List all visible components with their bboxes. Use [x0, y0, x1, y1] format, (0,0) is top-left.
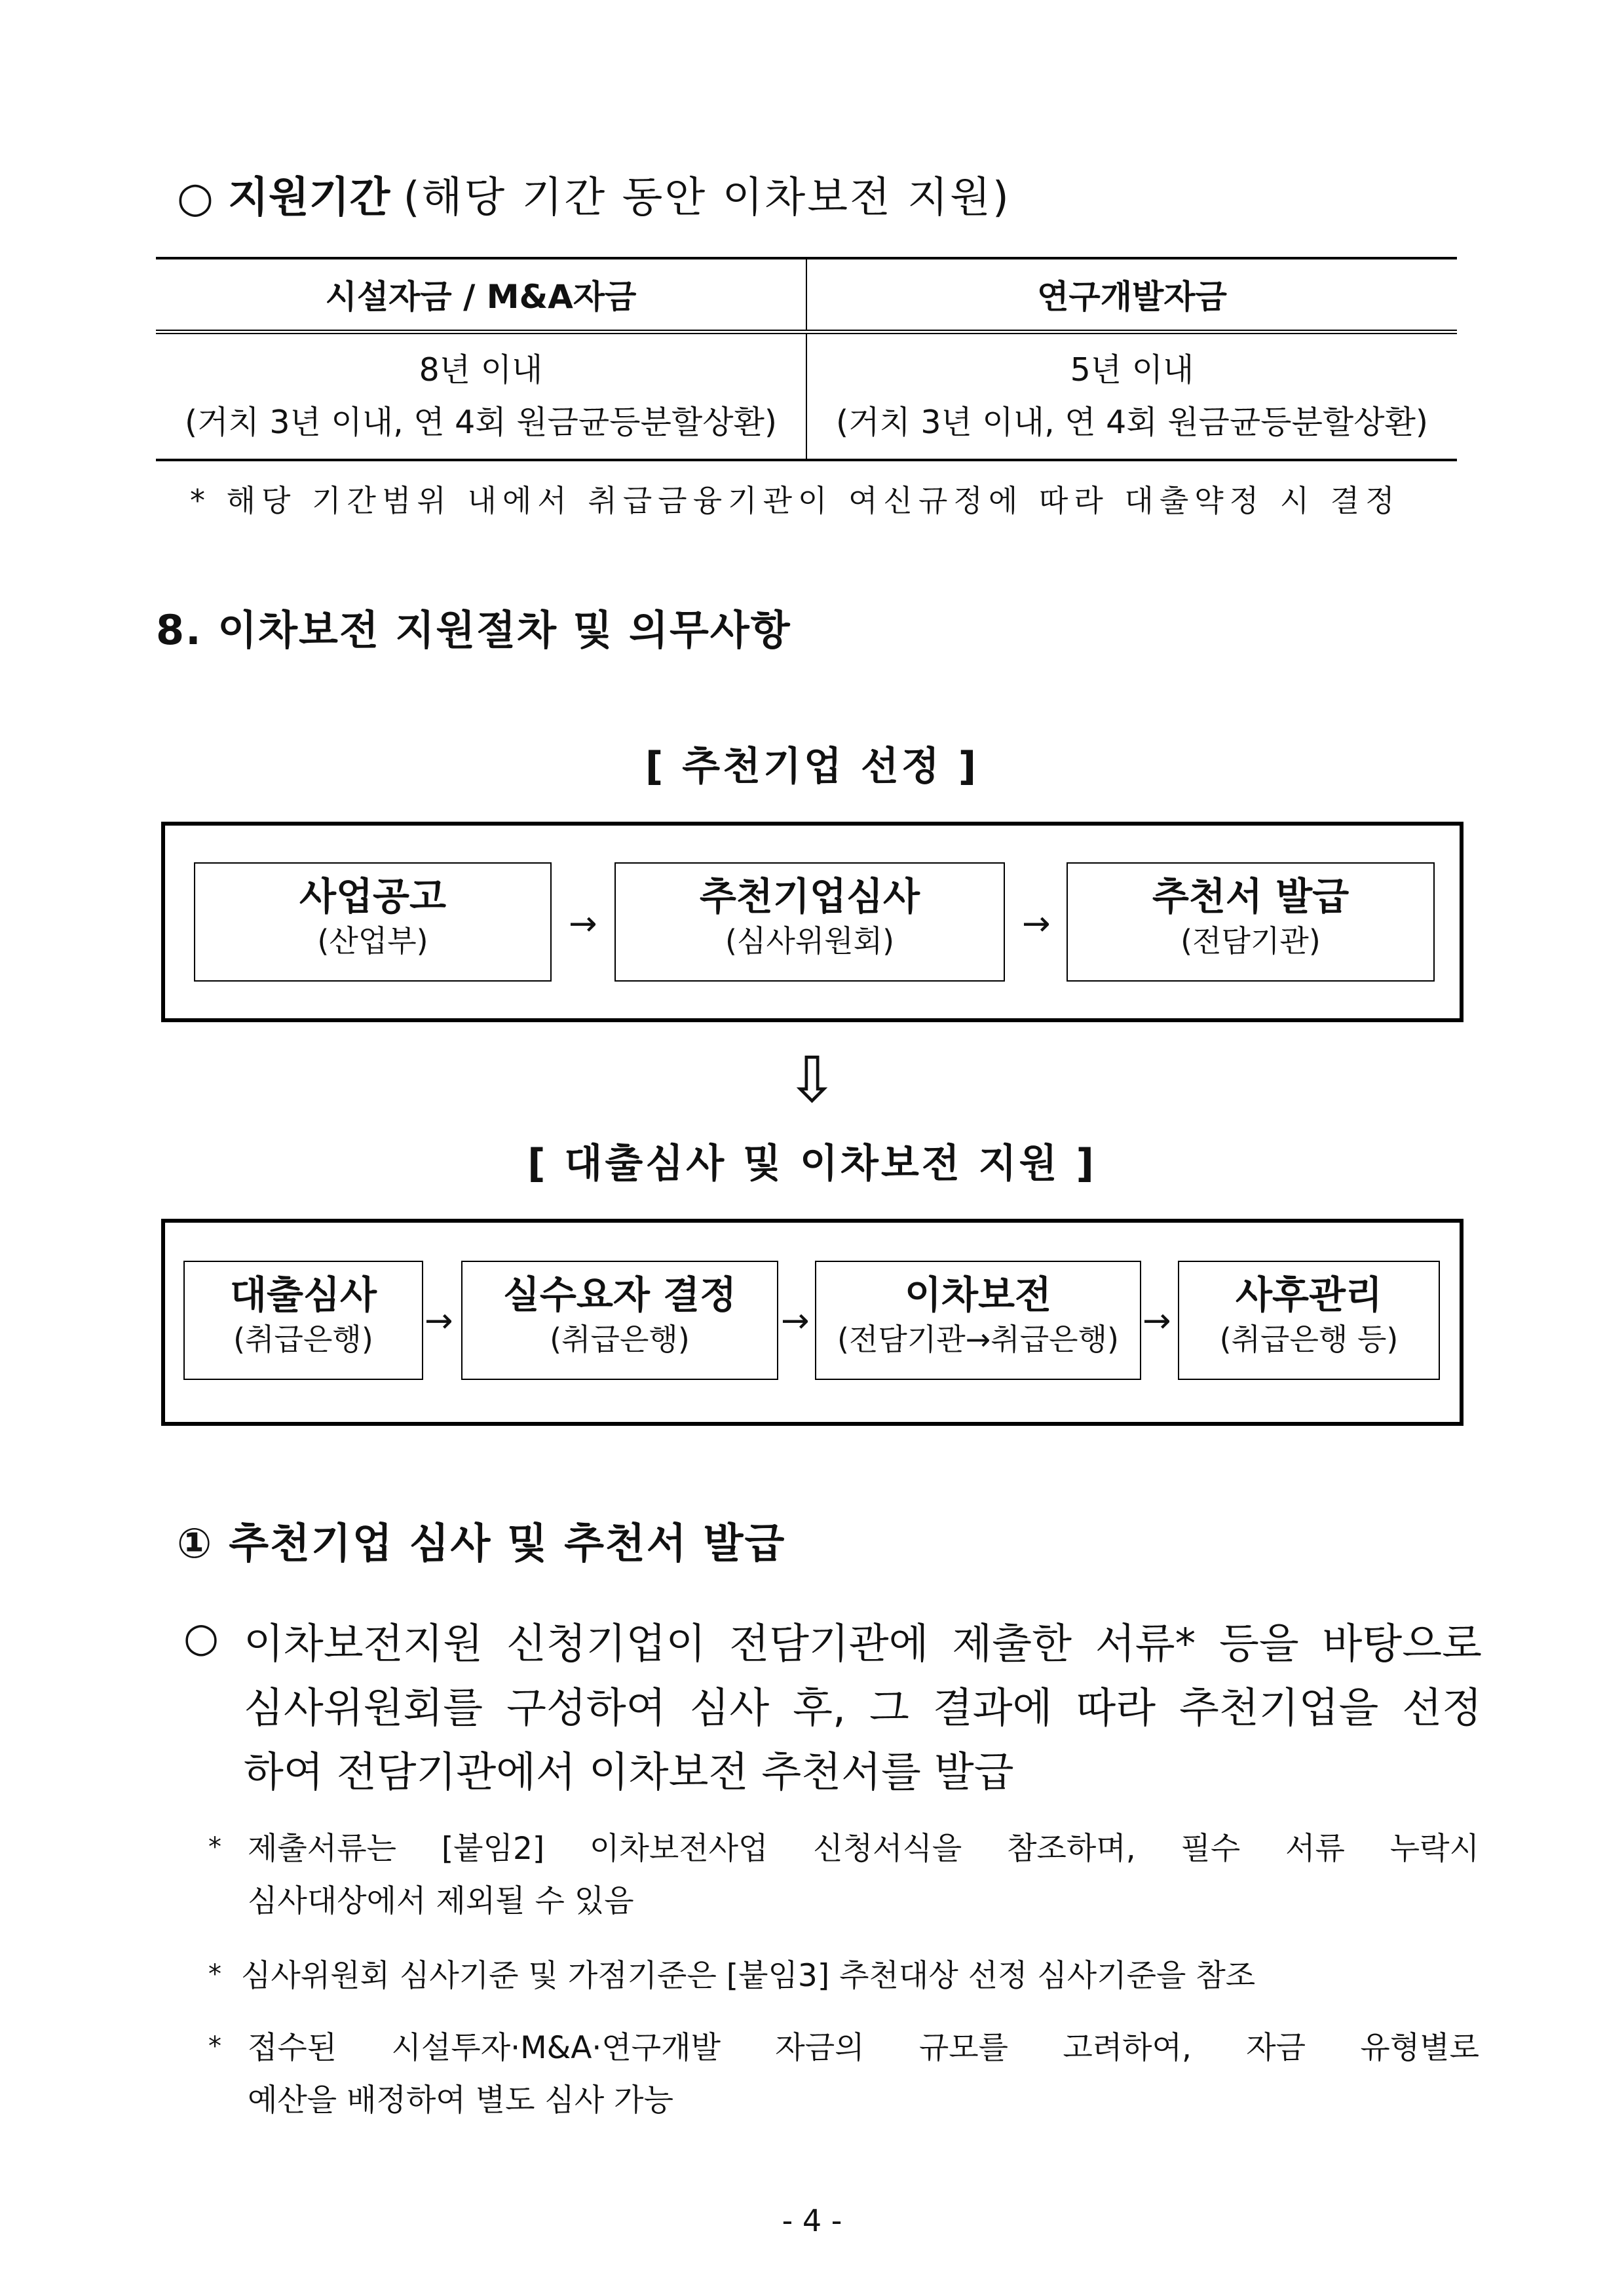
- right-arrow-icon: →: [425, 1301, 453, 1341]
- table-header-row: [156, 258, 1457, 332]
- table-row: [156, 332, 1457, 460]
- footnote-line: 접수된 시설투자·M&A·연구개발 자금의 규모를 고려하여, 자금 유형별로: [248, 2030, 1479, 2066]
- footnote-line: 심사대상에서 제외될 수 있음: [248, 1883, 634, 1919]
- step-subtitle: (전담기관→취급은행): [837, 1322, 1119, 1357]
- step-title: 사업공고: [299, 874, 447, 919]
- section-8-title: 8. 이차보전 지원절차 및 의무사항: [156, 606, 791, 654]
- circle-bullet-icon: ○: [177, 174, 214, 222]
- step-subtitle: (전담기관): [1180, 923, 1321, 959]
- support-period-title: 지원기간: [228, 174, 390, 222]
- table-footnote: * 해당 기간범위 내에서 취급금융기관이 여신규정에 따라 대출약정 시 결정: [190, 483, 1401, 518]
- down-arrow-icon: ⇩: [785, 1043, 839, 1117]
- footnote-star: *: [208, 1959, 221, 1989]
- flow1-step-announcement: [194, 862, 552, 982]
- table-cell-period: 5년 이내: [1070, 351, 1194, 389]
- step-subtitle: (취급은행): [233, 1322, 373, 1357]
- body-line: 하여 전담기관에서 이차보전 추천서를 발급: [244, 1748, 1014, 1796]
- step-title: 실수요자 결정: [502, 1272, 737, 1317]
- flow1-step-issue: [1067, 862, 1435, 982]
- table-cell-rnd: [806, 332, 1457, 460]
- table-cell-terms: (거치 3년 이내, 연 4회 원금균등분할상환): [184, 403, 778, 441]
- flow2-title: [ 대출심사 및 이차보전 지원 ]: [527, 1141, 1097, 1187]
- step-subtitle: (산업부): [317, 923, 428, 959]
- step-subtitle: (취급은행 등): [1219, 1322, 1399, 1357]
- footnote-line: 심사위원회 심사기준 및 가점기준은 [붙임3] 추천대상 선정 심사기준을 참조: [241, 1958, 1256, 1994]
- footnote-star: *: [208, 2031, 221, 2061]
- body-line: 심사위원회를 구성하여 심사 후, 그 결과에 따라 추천기업을 선정: [244, 1684, 1482, 1732]
- step-title: 사후관리: [1235, 1272, 1383, 1317]
- flow2-step-interest-subsidy: [815, 1261, 1141, 1380]
- page-number: - 4 -: [782, 2203, 842, 2238]
- body-line: 이차보전지원 신청기업이 전담기관에 제출한 서류* 등을 바탕으로: [244, 1620, 1482, 1668]
- support-period-heading: [177, 164, 1011, 224]
- step-subtitle: (취급은행): [550, 1322, 690, 1357]
- right-arrow-icon: →: [1142, 1301, 1171, 1341]
- flow1-step-review: [614, 862, 1005, 982]
- flow2-step-followup: [1178, 1261, 1440, 1380]
- support-period-subtitle: (해당 기간 동안 이차보전 지원): [403, 174, 1011, 222]
- right-arrow-icon: →: [1022, 904, 1051, 944]
- step-title: 이차보전: [904, 1272, 1052, 1317]
- flow2-step-loan-review: [183, 1261, 423, 1380]
- table-cell-period: 8년 이내: [419, 351, 543, 389]
- footnote-line: 예산을 배정하여 별도 심사 가능: [248, 2082, 673, 2118]
- support-period-table: [156, 257, 1457, 461]
- step-title: 추천서 발급: [1152, 874, 1350, 919]
- table-cell-facility: [156, 332, 806, 460]
- table-cell-terms: (거치 3년 이내, 연 4회 원금균등분할상환): [835, 403, 1429, 441]
- circle-bullet-icon: ○: [183, 1613, 219, 1661]
- flow1-title: [ 추천기업 선정 ]: [645, 744, 979, 790]
- step-subtitle: (심사위원회): [725, 923, 895, 959]
- table-header-rnd: 연구개발자금: [806, 258, 1457, 332]
- right-arrow-icon: →: [569, 904, 597, 944]
- right-arrow-icon: →: [781, 1301, 810, 1341]
- table-header-facility: 시설자금 / M&A자금: [156, 258, 806, 332]
- footnote-line: 제출서류는 [붙임2] 이차보전사업 신청서식을 참조하며, 필수 서류 누락시: [248, 1831, 1479, 1867]
- flow2-step-decision: [461, 1261, 778, 1380]
- step-title: 대출심사: [229, 1272, 377, 1317]
- footnote-star: *: [208, 1832, 221, 1862]
- step-title: 추천기업심사: [699, 874, 920, 919]
- subsection-1-title: ① 추천기업 심사 및 추천서 발급: [177, 1520, 786, 1567]
